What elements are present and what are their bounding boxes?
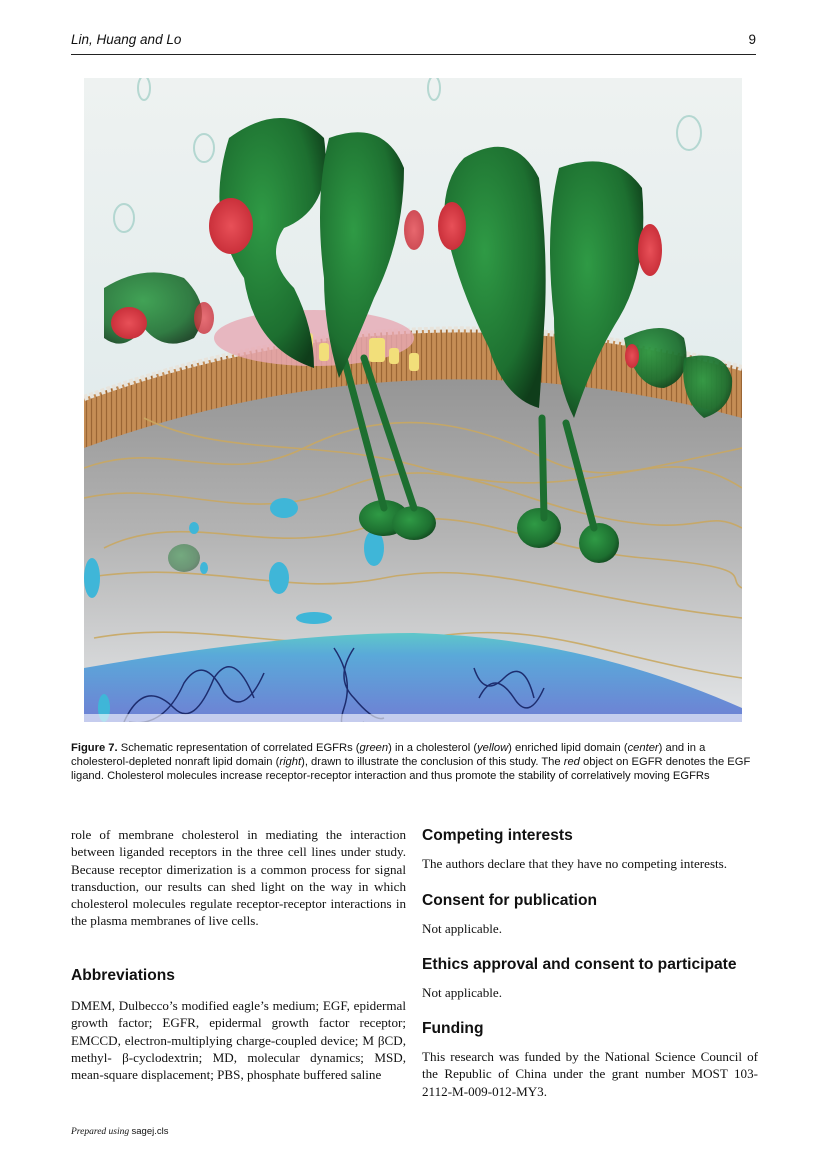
caption-italic: center <box>627 742 659 754</box>
caption-text: ) in a cholesterol ( <box>388 742 478 754</box>
running-header <box>71 32 756 55</box>
section-consent-for-publication <box>422 891 758 937</box>
footer-class-file: sagej.cls <box>131 1126 169 1137</box>
caption-text: Schematic representation of correlated EGFRs ( <box>117 742 360 754</box>
section-competing-interests <box>422 826 758 872</box>
section-text: The authors declare that they have no competing interests. <box>422 856 728 871</box>
page-footer <box>71 1126 168 1137</box>
page-number: 9 <box>748 32 756 47</box>
caption-italic: right <box>279 756 302 769</box>
section-text: This research was funded by the National Science Council of the Republic of China under the grant number MOST 103-2112-M-009-012-MY3. <box>422 1049 758 1099</box>
section-heading: Ethics approval and consent to participate <box>422 956 737 973</box>
section-heading: Funding <box>422 1020 484 1037</box>
abbreviations-heading: Abbreviations <box>71 967 175 984</box>
section-funding <box>422 1019 758 1100</box>
figure-7-illustration <box>84 78 742 722</box>
section-text: Not applicable. <box>422 985 502 1000</box>
section-ethics-approval <box>422 955 758 1001</box>
figure-label: Figure 7. <box>71 742 118 754</box>
caption-text: ), drawn to illustrate the conclusion of this study. The <box>301 756 564 769</box>
running-header-authors: Lin, Huang and Lo <box>71 32 182 47</box>
abbreviations-text: DMEM, Dulbecco’s modified eagle’s medium; EGF, epidermal growth factor; EGFR, epidermal growth factor receptor; EMCCD, electron-multiplying charge-coupled device; M βCD, methyl- β-cyclodextrin; MD, molecular dynamics; MSD, mean-square displacement; PBS, phosphate buffered saline <box>71 998 406 1083</box>
caption-italic: yellow <box>477 742 509 754</box>
caption-text: ) enriched lipid domain ( <box>508 742 628 754</box>
section-heading: Consent for publication <box>422 892 597 909</box>
section-text: Not applicable. <box>422 921 502 936</box>
caption-italic: green <box>359 742 389 754</box>
caption-italic: red <box>563 756 580 769</box>
caption-text: object on EGFR denotes the EGF ligand. Cholesterol molecules increase receptor-receptor interaction and thus promote the stability of correlatively moving EGFRs <box>71 756 751 783</box>
caption-text: ) and in a cholesterol-depleted nonraft lipid domain ( <box>71 742 706 769</box>
figure-caption <box>71 741 757 784</box>
footer-prepared-label: Prepared using <box>71 1127 130 1137</box>
section-heading: Competing interests <box>422 827 573 844</box>
left-column-paragraph: role of membrane cholesterol in mediating the interaction between liganded receptors in the three cell lines under study. Because receptor dimerization is a common process for signal transduction, our results can shed light on the way in which cholesterol molecules regulate receptor-receptor interactions in the plasma membranes of live cells. <box>71 827 406 929</box>
